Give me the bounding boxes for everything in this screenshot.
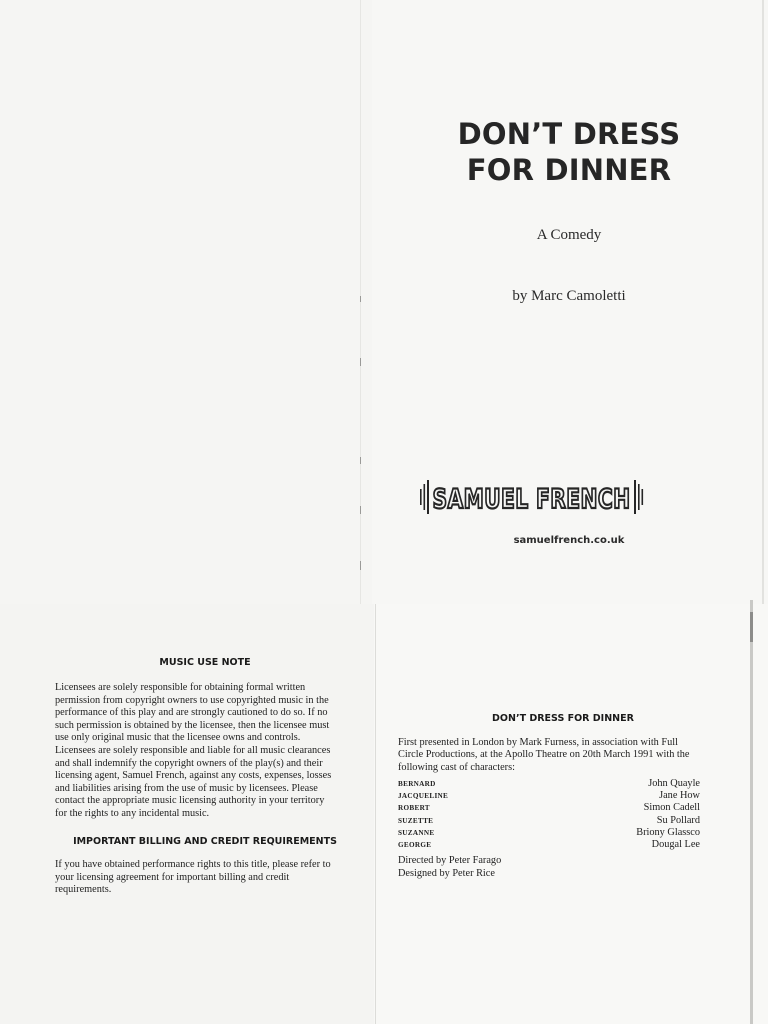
actor-name: Briony Glassco xyxy=(636,826,700,838)
scan-mark xyxy=(360,296,361,302)
page-fold xyxy=(375,604,376,1024)
scan-mark xyxy=(750,612,753,642)
logo-text: SAMUEL FRENCH xyxy=(432,484,631,515)
billing-heading: IMPORTANT BILLING AND CREDIT REQUIREMENTS xyxy=(73,836,337,847)
scan-mark xyxy=(360,358,361,366)
actor-name: Su Pollard xyxy=(656,814,700,826)
title-line: FOR DINNER xyxy=(466,153,672,187)
play-subtitle: A Comedy xyxy=(536,227,602,243)
character-name: ROBERT xyxy=(398,804,430,813)
cast-row xyxy=(398,827,700,839)
director-credit: Directed by Peter Farago xyxy=(398,855,502,866)
actor-name: Dougal Lee xyxy=(651,838,700,850)
blank-page xyxy=(0,0,372,604)
cast-list xyxy=(398,778,700,851)
character-name: SUZETTE xyxy=(398,816,434,825)
billing-body: If you have obtained performance rights to this title, please refer to your licensing agreement for important billing and credit requirements. xyxy=(55,859,331,896)
scan-mark xyxy=(360,457,361,464)
cast-row xyxy=(398,778,700,790)
page-edge xyxy=(750,600,753,1024)
cast-page-heading: DON’T DRESS FOR DINNER xyxy=(492,713,634,724)
title-line: DON’T DRESS xyxy=(457,117,681,151)
character-name: JACQUELINE xyxy=(398,792,449,801)
premiere-note: First presented in London by Mark Furness, in association with Full Circle Productions, at the Apollo Theatre on 20th March 1991 with the following cast of characters: xyxy=(398,737,690,773)
website: samuelfrench.co.uk xyxy=(513,535,625,546)
character-name: SUZANNE xyxy=(398,828,435,837)
music-use-heading: MUSIC USE NOTE xyxy=(159,657,251,668)
cast-row xyxy=(398,839,700,851)
author-line: by Marc Camoletti xyxy=(512,288,626,304)
scan-mark xyxy=(360,506,361,514)
scan-mark xyxy=(360,561,361,570)
samuel-french-logo xyxy=(420,478,644,516)
character-name: BERNARD xyxy=(398,780,436,788)
actor-name: Jane How xyxy=(659,790,700,802)
production-credits xyxy=(398,855,698,880)
music-use-body: Licensees are solely responsible for obtaining formal written permission from copyright owners to use copyrighted music in the performance of this play and are strongly cautioned to do so. If no such permission is obtained by the licensee, then the licensee must use only original music that the licensee owns and controls. Licensees are solely responsible and liable for all music clearances and shall indemnify the copyright owners of the play(s) and their licensing agent, Samuel French, against any costs, expenses, losses and liabilities arising from the use of music by licensees. Please contact the appropriate music licensing authority in your territory for the rights to any incidental music. xyxy=(55,682,332,819)
play-title xyxy=(372,116,766,188)
cast-row xyxy=(398,815,700,827)
cast-row xyxy=(398,790,700,802)
designer-credit: Designed by Peter Rice xyxy=(398,867,495,879)
actor-name: John Quayle xyxy=(648,778,700,789)
actor-name: Simon Cadell xyxy=(643,802,700,814)
cast-row xyxy=(398,802,700,814)
character-name: GEORGE xyxy=(398,840,432,849)
